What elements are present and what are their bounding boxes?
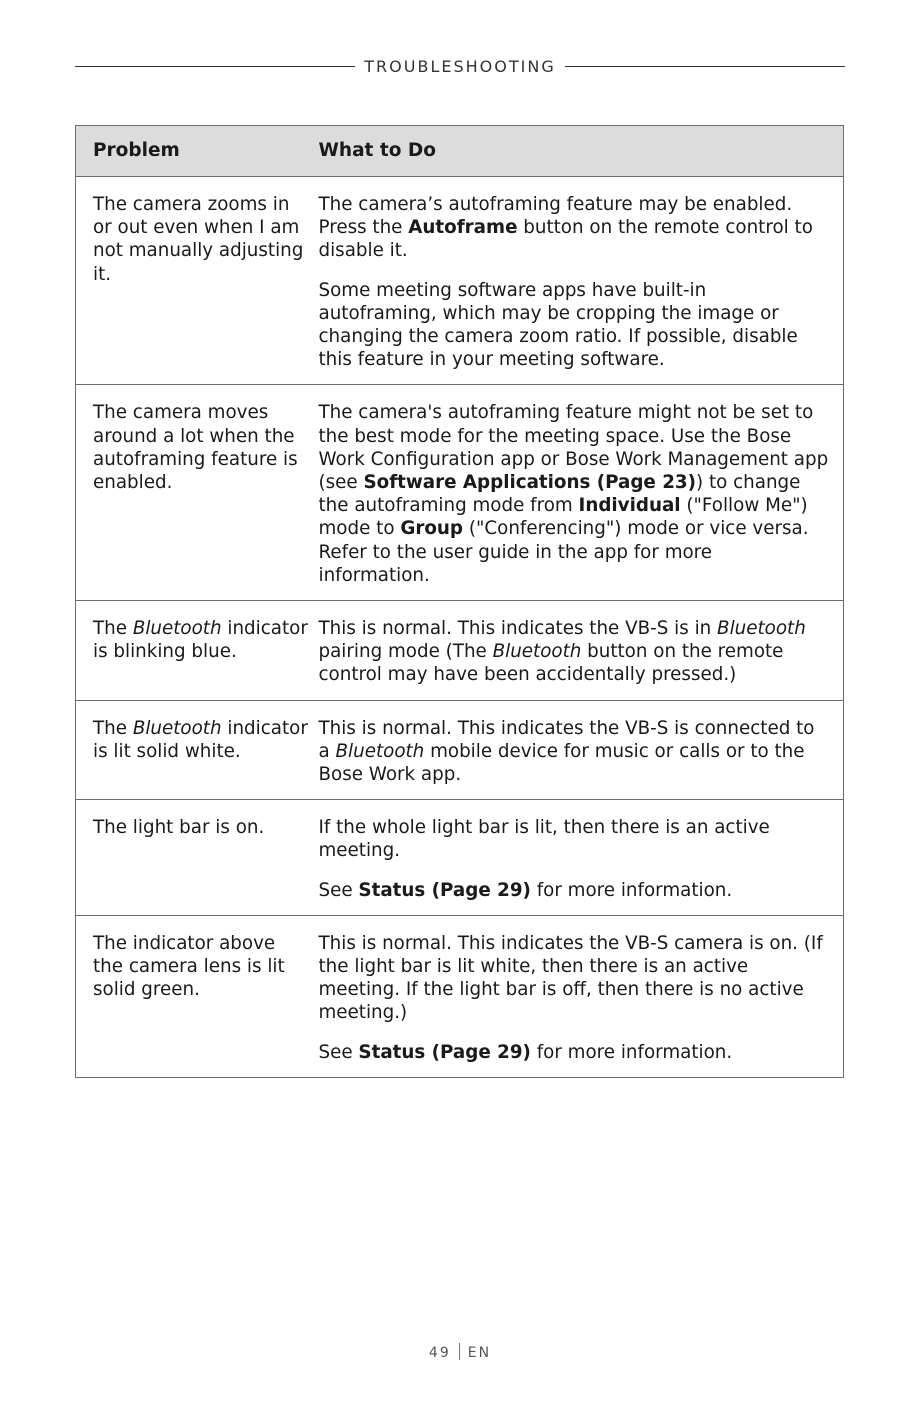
- problem-text: The indicator above the camera lens is lit solid green.: [93, 932, 285, 1001]
- solution-text: ("Conferencing") mode or vice versa. Refer to the user guide in the app for more information.: [318, 518, 809, 586]
- page-number: 49: [428, 1345, 451, 1361]
- footer-divider: [459, 1343, 460, 1360]
- solution-text: button on the remote control may have been accidentally pressed.): [318, 641, 784, 686]
- table-row: [76, 177, 844, 385]
- problem-cell: [76, 601, 319, 701]
- solution-text: for more information.: [530, 879, 733, 901]
- solution-cell: [319, 700, 844, 800]
- bluetooth-term: Bluetooth: [335, 740, 425, 762]
- problem-cell: [76, 800, 319, 916]
- solution-text: ) to change the autoframing mode from: [318, 472, 801, 517]
- bluetooth-term: Bluetooth: [717, 618, 806, 640]
- table-row: [76, 385, 844, 601]
- problem-text: The light bar is on.: [93, 817, 265, 839]
- solution-text: This is normal. This indicates the VB-S is connected to a: [318, 717, 815, 762]
- solution-text: Some meeting software apps have built-in autoframing, which may be cropping the image or changing the camera zoom ratio. If possible, disable this feature in your meeting software.: [318, 279, 798, 371]
- solution-paragraph: [319, 401, 830, 587]
- section-title: TROUBLESHOOTING: [364, 56, 556, 76]
- solution-text: The camera's autoframing feature might not be set to the best mode for the meeting space. Use the Bose Work Configuration app or Bose Work Management app (see: [318, 402, 829, 494]
- problem-text: The camera zooms in or out even when I am not manually adjusting it.: [93, 194, 304, 285]
- header-rule-left: [75, 66, 355, 67]
- solution-text: pairing mode (The: [318, 641, 493, 663]
- table-row: [76, 601, 844, 701]
- solution-cell: [319, 385, 844, 601]
- troubleshooting-table: [75, 125, 844, 1078]
- solution-cell: [319, 177, 844, 385]
- solution-cell: [319, 800, 844, 916]
- section-header: [75, 54, 845, 78]
- solution-text: See: [318, 879, 359, 901]
- problem-text: The: [93, 618, 133, 640]
- solution-text: ("Follow Me") mode to: [318, 495, 808, 540]
- solution-text: This is normal. This indicates the VB-S camera is on. (If the light bar is lit white, then there is an active meeting. If the light bar is off, then there is no active meeting.): [318, 932, 823, 1024]
- problem-cell: [76, 385, 319, 601]
- bluetooth-term: Bluetooth: [132, 618, 222, 640]
- problem-text: The camera moves around a lot when the autoframing feature is enabled.: [93, 402, 298, 494]
- solution-paragraph: [319, 1041, 830, 1064]
- solution-text: button on the remote control to disable it.: [318, 217, 813, 262]
- table-row: [76, 915, 844, 1077]
- table-header-row: [76, 126, 844, 177]
- solution-paragraph: [319, 279, 830, 372]
- solution-text: See: [318, 1041, 359, 1063]
- language-code: EN: [467, 1345, 492, 1361]
- solution-paragraph: [319, 816, 830, 862]
- solution-paragraph: [319, 717, 830, 787]
- header-rule-right: [565, 66, 845, 67]
- problem-cell: [76, 700, 319, 800]
- solution-text: This is normal. This indicates the VB-S is in: [318, 618, 718, 640]
- problem-text: indicator is lit solid white.: [93, 717, 308, 762]
- solution-cell: [319, 915, 844, 1077]
- status-reference: Status (Page 29): [358, 879, 531, 901]
- individual-mode-term: Individual: [578, 495, 681, 517]
- autoframe-button-term: Autoframe: [408, 217, 518, 239]
- column-header-what-to-do: What to Do: [319, 126, 844, 177]
- bluetooth-term: Bluetooth: [492, 641, 582, 663]
- solution-cell: [319, 601, 844, 701]
- solution-text: The camera’s autoframing feature may be enabled. Press the: [318, 194, 793, 239]
- problem-cell: [76, 915, 319, 1077]
- page-footer: [0, 1343, 920, 1363]
- solution-text: If the whole light bar is lit, then there is an active meeting.: [318, 817, 770, 862]
- solution-paragraph: [319, 193, 830, 263]
- column-header-problem: Problem: [76, 126, 319, 177]
- status-reference: Status (Page 29): [358, 1041, 531, 1063]
- solution-paragraph: [319, 932, 830, 1025]
- group-mode-term: Group: [400, 518, 464, 540]
- software-applications-reference: Software Applications (Page 23): [363, 472, 696, 494]
- problem-cell: [76, 177, 319, 385]
- solution-text: for more information.: [530, 1041, 733, 1063]
- problem-text: indicator is blinking blue.: [93, 618, 308, 663]
- table-row: [76, 700, 844, 800]
- bluetooth-term: Bluetooth: [132, 717, 222, 739]
- solution-text: mobile device for music or calls or to the Bose Work app.: [318, 740, 805, 786]
- problem-text: The: [93, 717, 133, 739]
- table-row: [76, 800, 844, 916]
- solution-paragraph: [319, 617, 830, 687]
- solution-paragraph: [319, 879, 830, 902]
